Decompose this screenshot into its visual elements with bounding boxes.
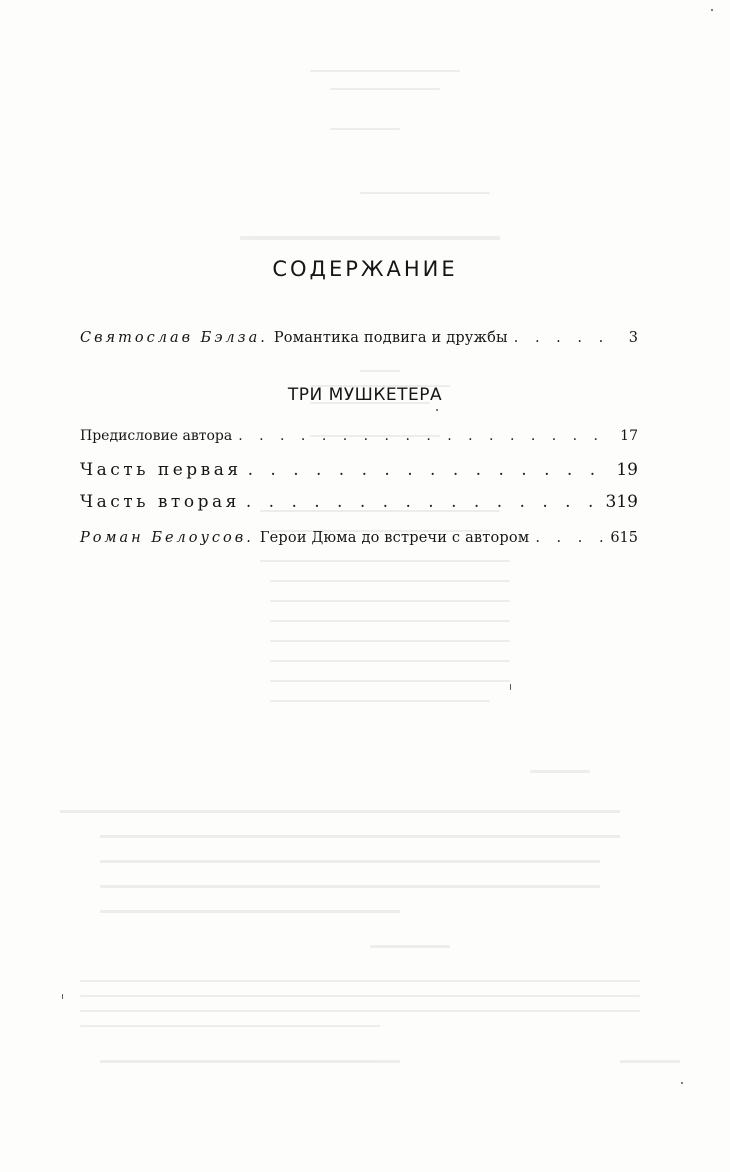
paper-speck	[62, 994, 63, 999]
toc-entry-page: 19	[616, 460, 638, 480]
paper-speck	[711, 9, 713, 11]
toc-entry-title: Герои Дюма до встречи с автором	[259, 530, 530, 546]
toc-entry-title: Романтика подвига и дружбы	[273, 330, 508, 346]
toc-entry-page: 17	[620, 428, 638, 444]
toc-entry-title: Часть первая	[80, 460, 242, 480]
toc-entry-author: Роман Белоусов.	[80, 530, 254, 546]
toc-entry-title: Предисловие автора	[80, 428, 233, 444]
novel-title: ТРИ МУШКЕТЕРА	[287, 385, 443, 405]
leader-dots	[238, 428, 610, 444]
toc-entry-author-preface[interactable]	[80, 428, 638, 444]
leader-dots	[514, 330, 610, 346]
toc-entry-page: 615	[610, 530, 638, 546]
paper-speck	[510, 684, 511, 690]
toc-entry-part-two[interactable]	[80, 492, 638, 512]
paper-speck	[436, 409, 438, 411]
leader-dots	[246, 492, 600, 512]
leader-dots	[535, 530, 604, 546]
leader-dots	[248, 460, 610, 480]
paper-speck	[681, 1082, 683, 1084]
contents-heading: СОДЕРЖАНИЕ	[272, 257, 458, 281]
show-through-texture	[60, 40, 680, 1060]
toc-entry-title: Часть вторая	[80, 492, 240, 512]
toc-entry-page: 3	[628, 330, 638, 346]
toc-entry-page: 319	[605, 492, 638, 512]
toc-entry-foreword-essay[interactable]	[80, 330, 638, 346]
toc-entry-author: Святослав Бэлза.	[80, 330, 268, 346]
toc-entry-afterword-essay[interactable]	[80, 530, 638, 546]
toc-entry-part-one[interactable]	[80, 460, 638, 480]
